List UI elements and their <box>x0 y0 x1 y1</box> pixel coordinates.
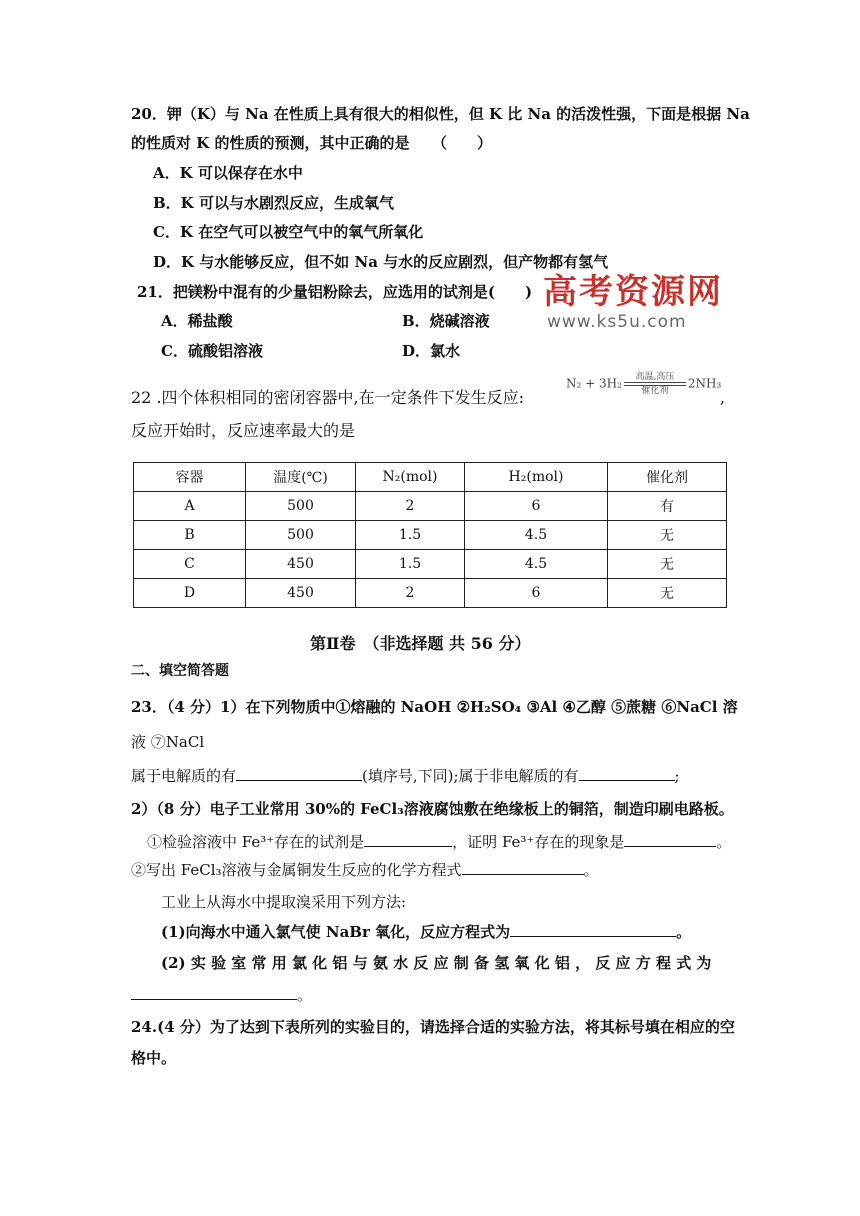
q22-stem: 22 .四个体积相同的密闭容器中,在一定条件下发生反应: <box>131 388 525 407</box>
table-row <box>134 550 727 579</box>
table-header-cell: 温度(℃) <box>246 463 356 492</box>
q23-line5 <box>147 832 731 852</box>
equilibrium-arrow <box>624 372 686 396</box>
fecl3-cu-equation-blank[interactable] <box>462 860 584 875</box>
q21-option-c: C．硫酸铝溶液 <box>161 342 263 360</box>
table-header-cell: 催化剂 <box>608 463 727 492</box>
table-cell: 无 <box>608 550 727 579</box>
q23-line1 <box>131 697 738 717</box>
q21-stem: 21．把镁粉中混有的少量铝粉除去，应选用的试剂是( ) <box>137 283 533 301</box>
q24-stem-line2: 格中。 <box>131 1049 177 1067</box>
table-cell: 6 <box>465 492 608 521</box>
q22-stem-line2: 反应开始时，反应速率最大的是 <box>131 421 356 440</box>
nabr-oxidation-label: (1)向海水中通入氯气使 NaBr 氧化，反应方程式为 <box>161 923 511 941</box>
q23-line2: 液 ⑦NaCl <box>131 733 205 751</box>
section-title: 第Ⅱ卷 （非选择题 共 56 分） <box>310 634 531 653</box>
watermark <box>543 272 733 332</box>
fe3-phenomenon-label: ，证明 Fe³⁺存在的现象是 <box>452 833 625 851</box>
equation-reactants: N₂ + 3H₂ <box>566 376 622 391</box>
q23-line10 <box>131 985 312 1005</box>
table-cell: B <box>134 521 246 550</box>
bromine-method-intro: 工业上从海水中提取溴采用下列方法: <box>161 893 407 911</box>
q23-line8-end: 。 <box>676 923 692 941</box>
equation-condition-above: 高温,高压 <box>635 372 675 382</box>
table-cell: 无 <box>608 521 727 550</box>
table-row <box>134 521 727 550</box>
table-header-cell: N₂(mol) <box>356 463 465 492</box>
q21-option-d: D．氯水 <box>402 342 461 360</box>
q23-line3 <box>131 766 680 786</box>
nabr-oxidation-blank[interactable] <box>510 922 676 937</box>
q20-option-b: B．K 可以与水剧烈反应，生成氧气 <box>153 194 394 212</box>
fe3-reagent-label: ①检验溶液中 Fe³⁺存在的试剂是 <box>147 833 365 851</box>
q20-option-d: D．K 与水能够反应，但不如 Na 与水的反应剧烈，但产物都有氢气 <box>153 253 609 271</box>
table-row <box>134 492 727 521</box>
q23-line5-end: 。 <box>716 833 732 851</box>
q23-part2-intro: 2）（8 分）电子工业常用 30%的 FeCl₃溶液腐蚀敷在绝缘板上的铜箔，制造印刷电路板。 <box>131 800 734 818</box>
aluminum-hydroxide-equation-blank[interactable] <box>131 985 297 1000</box>
q20-stem-line1: 20．钾（K）与 Na 在性质上具有很大的相似性，但 K 比 Na 的活泼性强，下面是根据 Na <box>131 105 750 123</box>
q23-line3-end: ; <box>674 767 680 785</box>
watermark-url: www.ks5u.com <box>547 312 687 332</box>
table-cell: 450 <box>246 550 356 579</box>
table-cell: 6 <box>465 579 608 608</box>
equation-condition-below: 催化剂 <box>641 386 669 396</box>
table-cell: 500 <box>246 492 356 521</box>
q20-option-a: A．K 可以保存在水中 <box>153 164 303 182</box>
q20-stem-line2: 的性质对 K 的性质的预测，其中正确的是 （ ） <box>131 134 492 152</box>
fe3-phenomenon-blank[interactable] <box>624 832 716 847</box>
reaction-equation <box>566 372 721 396</box>
table-header-cell: H₂(mol) <box>465 463 608 492</box>
section-subtitle: 二、填空简答题 <box>131 663 229 679</box>
table-header-cell: 容器 <box>134 463 246 492</box>
table-cell: 2 <box>356 579 465 608</box>
q23-line6-end: 。 <box>583 861 599 879</box>
watermark-title: 高考资源网 <box>543 272 723 312</box>
aluminum-hydroxide-prep: (2) 实 验 室 常 用 氯 化 铝 与 氨 水 反 应 制 备 氢 氧 化 铝 ， 反 应 方 程 式 为 <box>161 954 712 972</box>
q23-text: 23．（4 分）1）在下列物质中①熔融的 NaOH ②H₂SO₄ ③Al ④乙醇 ⑤蔗糖 ⑥NaCl 溶 <box>131 698 738 716</box>
reaction-conditions-table <box>133 462 727 608</box>
table-cell: C <box>134 550 246 579</box>
table-cell: 450 <box>246 579 356 608</box>
fe3-reagent-blank[interactable] <box>364 832 452 847</box>
q22-stem-tail: , <box>720 388 726 407</box>
table-cell: D <box>134 579 246 608</box>
q21-option-b: B．烧碱溶液 <box>402 312 490 330</box>
q23-line8 <box>161 922 691 942</box>
q20-option-c: C．K 在空气可以被空气中的氧气所氧化 <box>153 223 424 241</box>
q24-stem-line1: 24.(4 分）为了达到下表所列的实验目的，请选择合适的实验方法，将其标号填在相应的空 <box>131 1018 735 1036</box>
table-cell: 4.5 <box>465 521 608 550</box>
table-header-row <box>134 463 727 492</box>
q23-nonelectrolyte-label: (填序号,下同);属于非电解质的有 <box>362 767 579 785</box>
q23-line10-end: 。 <box>297 986 313 1004</box>
table-cell: 1.5 <box>356 550 465 579</box>
equation-products: 2NH₃ <box>687 376 722 391</box>
table-cell: A <box>134 492 246 521</box>
table-cell: 有 <box>608 492 727 521</box>
nonelectrolyte-answer-blank[interactable] <box>579 766 675 781</box>
table-row <box>134 579 727 608</box>
table-cell: 无 <box>608 579 727 608</box>
table-cell: 500 <box>246 521 356 550</box>
q23-electrolyte-label: 属于电解质的有 <box>131 767 237 785</box>
table-cell: 2 <box>356 492 465 521</box>
fecl3-cu-equation-label: ②写出 FeCl₃溶液与金属铜发生反应的化学方程式 <box>131 861 462 879</box>
electrolyte-answer-blank[interactable] <box>236 766 362 781</box>
q21-option-a: A．稀盐酸 <box>161 312 233 330</box>
table-cell: 1.5 <box>356 521 465 550</box>
table-cell: 4.5 <box>465 550 608 579</box>
q23-line6 <box>131 860 599 880</box>
